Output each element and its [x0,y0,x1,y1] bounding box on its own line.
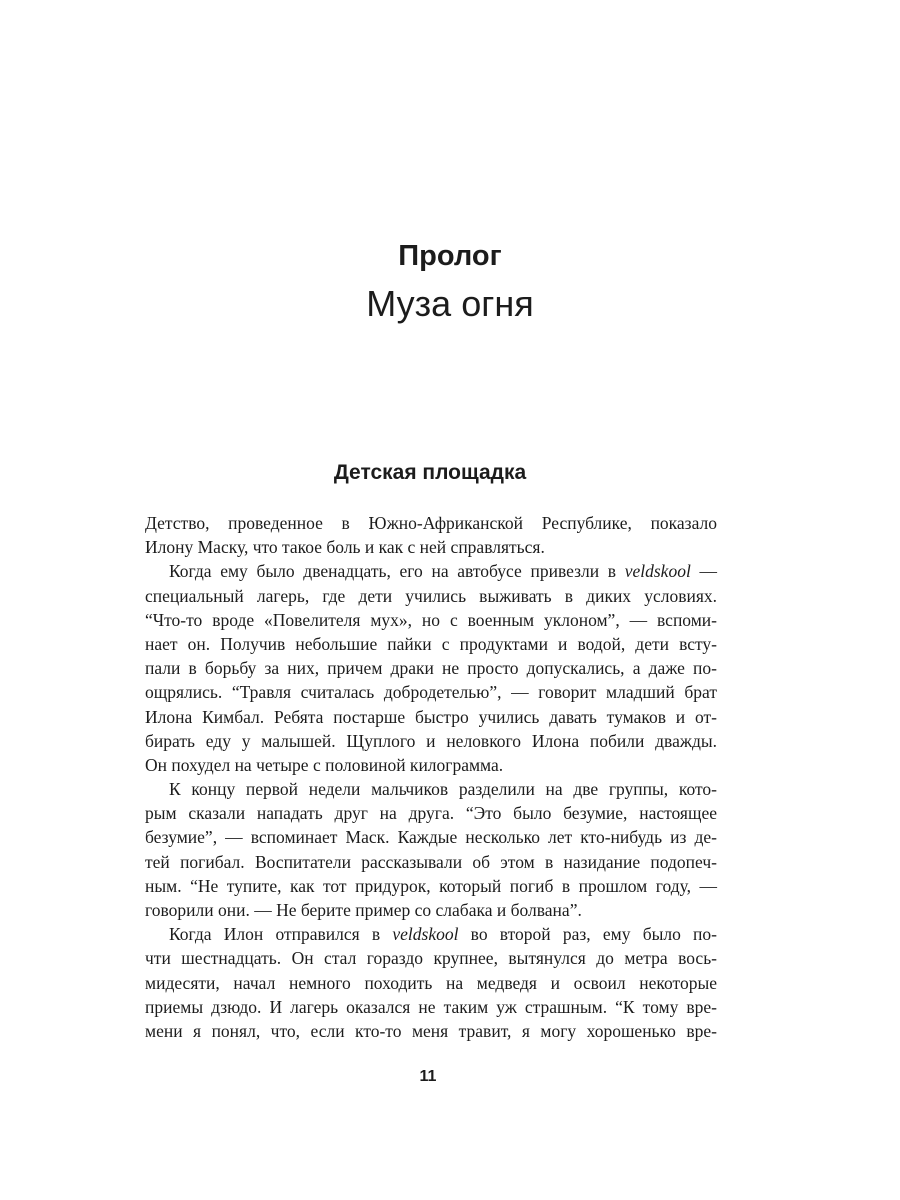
text-line: чти шестнадцать. Он стал гораздо крупнее, вытянулся до метра вось- [145,948,717,969]
text-line: Детство, проведенное в Южно-Африканской Республике, показало [145,513,717,533]
section-title: Детская площадка [333,461,527,484]
prologue-label: Пролог [398,240,502,272]
text-line: Илону Маску, что такое боль и как с ней справляться. [145,537,545,558]
text-line: мидесяти, начал немного походить на медведя и освоил некоторые [145,972,717,993]
chapter-title: Муза огня [366,283,534,324]
text-line: бирать еду у малышей. Щуплого и неловкого Илона побили дважды. [145,730,717,751]
text-line: Когда ему было двенадцать, его на автобусе привезли в veldskool — [169,561,717,582]
text-line: пали в борьбу за них, причем драки не просто допускались, а даже по- [145,658,717,679]
text-line: ным. “Не тупите, как тот придурок, который погиб в прошлом году, — [145,875,717,896]
body-text [145,511,717,1043]
text-line: “Что-то вроде «Повелителя мух», но с военным уклоном”, — вспоми- [145,609,717,630]
text-line: безумие”, — вспоминает Маск. Каждые несколько лет кто-нибудь из де- [145,827,717,848]
text-line: нает он. Получив небольшие пайки с продуктами и водой, дети всту- [145,633,717,654]
page-number: 11 [419,1068,437,1085]
text-line: говорили они. — Не берите пример со слабака и болвана”. [145,900,582,920]
chapter-heading [0,236,900,328]
text-line: К концу первой недели мальчиков разделили на две группы, кото- [169,779,717,800]
text-line: специальный лагерь, где дети учились выживать в диких условиях. [145,585,717,606]
text-line: Он похудел на четыре с половиной килограмма. [145,754,504,775]
text-line: рым сказали нападать друг на друга. “Это было безумие, настоящее [145,803,717,824]
text-line: тей погибал. Воспитатели рассказывали об этом в назидание подопеч- [145,851,717,872]
text-line: Илона Кимбал. Ребята постарше быстро учились давать тумаков и от- [145,706,717,727]
text-line: ощрялись. “Травля считалась добродетелью”, — говорит младший брат [145,682,717,703]
text-line: приемы дзюдо. И лагерь оказался не таким уж страшным. “К тому вре- [145,996,717,1017]
text-line: мени я понял, что, если кто-то меня травит, я могу хорошенько вре- [145,1020,717,1041]
text-line: Когда Илон отправился в veldskool во второй раз, ему было по- [169,924,717,945]
